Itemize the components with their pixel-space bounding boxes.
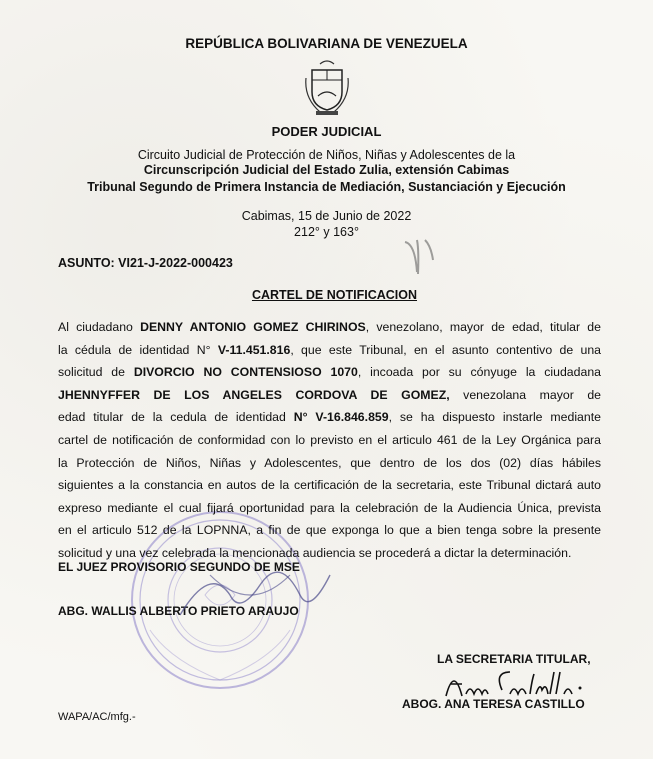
poder-judicial-heading: PODER JUDICIAL	[271, 124, 382, 139]
body-text-run: Al ciudadano	[58, 320, 141, 334]
body-text-run: , que este Tribunal, en el asunto contentivo de una	[290, 342, 601, 357]
body-text-run: cartel de notificación de conformidad con lo previsto en el articulo 461 de la Ley Orgánica para	[58, 432, 601, 447]
body-text-run: , incoada por su cónyuge la ciudadana	[357, 365, 602, 380]
document-initials: WAPA/AC/mfg.-	[58, 711, 136, 723]
body-line	[58, 406, 601, 429]
secretary-title: LA SECRETARIA TITULAR,	[437, 652, 591, 666]
body-line	[58, 497, 601, 520]
place-date: Cabimas, 15 de Junio de 2022	[241, 209, 412, 223]
body-text-run: edad titular de la cedula de identidad	[58, 410, 294, 425]
body-line	[58, 452, 601, 475]
years-line: 212° y 163°	[294, 225, 359, 239]
circuit-line-1: Circuito Judicial de Protección de Niños, Niñas y Adolescentes de la	[137, 148, 516, 162]
circuit-line-3: Tribunal Segundo de Primera Instancia de Mediación, Sustanciación y Ejecución	[87, 180, 566, 194]
body-text-run: solicitud de	[58, 365, 134, 380]
secretary-name: ABOG. ANA TERESA CASTILLO	[402, 697, 585, 711]
body-line	[58, 339, 601, 362]
cartel-title: CARTEL DE NOTIFICACION	[251, 288, 418, 302]
body-text-run: expreso mediante el cual fijará oportunidad para la celebración de la Audiencia Única, prevista	[58, 500, 601, 515]
body-bold-run: JHENNYFFER DE LOS ANGELES CORDOVA DE GOMEZ,	[58, 387, 450, 402]
body-line	[58, 361, 601, 384]
asunto-number: ASUNTO: VI21-J-2022-000423	[58, 256, 233, 270]
body-line	[58, 316, 601, 339]
body-line	[58, 429, 601, 452]
circuit-line-2: Circunscripción Judicial del Estado Zulia, extensión Cabimas	[143, 163, 510, 177]
body-line	[58, 474, 601, 497]
body-text-run: solicitud y una vez celebrada la mencionada audiencia se procederá a dictar la determinación.	[58, 545, 572, 560]
body-text-run: venezolana mayor de	[449, 387, 601, 402]
body-bold-run: N° V-16.846.859	[293, 410, 389, 425]
body-text-run: siguientes a la constancia en autos de la certificación de la secretaria, este Tribunal dictará auto	[58, 478, 601, 493]
judge-title: EL JUEZ PROVISORIO SEGUNDO DE MSE	[58, 560, 300, 574]
body-text-run: en el articulo 512 de la LOPNNA, a fin de que exponga lo que a bien tenga sobre la presente	[58, 523, 601, 538]
ink-mark	[395, 232, 445, 282]
coat-of-arms-icon	[304, 60, 350, 116]
body-text-run: , se ha dispuesto instarle mediante	[388, 410, 601, 425]
body-text-run: la cédula de identidad N°	[58, 342, 218, 357]
body-text-run: la Protección de Niños, Niñas y Adolescentes, que dentro de los dos (02) días hábiles	[58, 455, 601, 470]
republic-heading: REPÚBLICA BOLIVARIANA DE VENEZUELA	[185, 36, 468, 51]
body-bold-run: DENNY ANTONIO GOMEZ CHIRINOS	[140, 320, 366, 334]
body-bold-run: DIVORCIO NO CONTENSIOSO 1070	[133, 365, 358, 380]
body-line	[58, 384, 601, 407]
body-text-run: , venezolano, mayor de edad, titular de	[365, 320, 601, 334]
notification-body	[58, 316, 601, 565]
judge-signature	[170, 555, 340, 635]
judge-name: ABG. WALLIS ALBERTO PRIETO ARAUJO	[58, 604, 299, 618]
body-bold-run: V-11.451.816	[217, 342, 291, 357]
body-line	[58, 519, 601, 542]
